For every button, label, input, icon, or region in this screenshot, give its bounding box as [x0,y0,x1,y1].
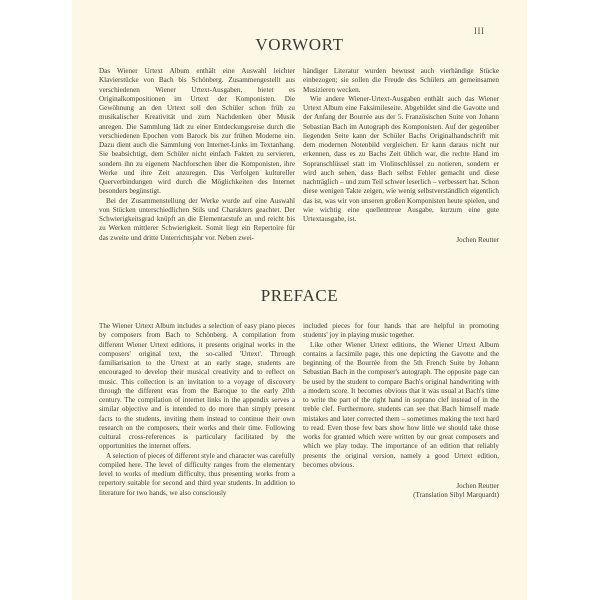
vorwort-paragraph: Bei der Zusammenstellung der Werke wurde auf eine Auswahl von Stücken unterschiedlichen Stils und Charakters geachtet. Der Schwierigkeitsgrad knüpft an die Elementarstufe an und reicht bis zu Werken mittlerer Schwierigkeit. Somit liegt ein Repertoire für das zweite und dritte Unterrichtsjahr vor. Neben zwei- [99,196,295,242]
vorwort-paragraph: Wie andere Wiener-Urtext-Ausgaben enthält auch das Wiener Urtext Album eine Faksimileseite. Abgebildet sind die Gavotte und der Anfang der Bourrée aus der 5. Französischen Suite von Johann Sebastian Bach im Autograph des Komponisten. Auf der gegenüber liegenden Seite kann der Schüler Bachs Originalhandschrift mit dem modernen Notenbild vergleichen. Er kann daraus nicht nur erkennen, dass es zu Bachs Zeit üblich war, die rechte Hand im Sopranschlüssel statt im Violinschlüssel zu notieren, sondern er wird auch sehen, dass Bach selbst Fehler gemacht und diese nachträglich – und zum Teil schwer leserlich – verbessert hat. Schon diese wenigen Takte zeigen, wie wenig selbstverständlich eigentlich das ist, was wir von unseren großen Komponisten heute spielen, und wie wichtig eine quellentreue Ausgabe, kurzum eine gute Urtextausgabe, ist. [303,94,499,223]
vorwort-column-left [99,67,295,243]
preface-signature-block [303,482,499,501]
vorwort-paragraph: händiger Literatur wurden bewusst auch vierhändige Stücke einbezogen; sie sollen die Freude des Schülers am gemeinsamen Musizieren wecken. [303,67,499,94]
preface-signature: Jochen Reutter [456,482,499,490]
preface-paragraph: The Wiener Urtext Album includes a selection of easy piano pieces by composers from Bach to Schönberg. A compilation from different Wiener Urtext editions, it presents original works in the composers' original text, the so-called 'Urtext'. Through familiarisation to the Urtext at an early stage, students are encouraged to develop their musical creativity and to reflect on music. This collection is an invitation to a voyage of discovery through the different eras from the Baroque to the early 20th century. The compilation of internet links in the appendix serves a similar objective and is intended to do more than simply present facts to the students, inviting them instead to continue their own research on the composers, their works and their time. Following cultural cross-references is particulary facilitated by the opportunities the internet offers. [99,322,295,451]
page-number: III [474,26,485,36]
preface-paragraph: included pieces for four hands that are helpful in promoting students' joy in playing music together. [303,322,499,340]
vorwort-heading: VORWORT [255,35,344,54]
vorwort-column-right [303,67,499,246]
preface-column-left [99,322,295,498]
preface-paragraph: A selection of pieces of different style and character was carefully compiled here. The level of difficulty ranges from the elementary level to works of medium difficulty, thus presenting works from a repertory suitable for second and third year students. In addition to literature for two hands, we also consciously [99,451,295,497]
preface-column-right [303,322,499,501]
preface-heading: PREFACE [260,286,339,305]
vorwort-signature: Jochen Reutter [456,236,499,245]
translation-credit: (Translation Sibyl Marquardt) [413,491,499,500]
preface-paragraph: Like other Wiener Urtext editions, the Wiener Urtext Album contains a facsimile page, this one depicting the Gavotte and the beginning of the Bourrée from the 5th French Suite by Johann Sebastian Bach in the composer's autograph. The opposite page can be used by the student to compare Bach's original handwriting with a modern score. It becomes obvious that it was usual at Bach's time to write the part of the right hand in soprano clef instead of in the treble clef. Furthermore, students can see that Bach himself made mistakes and later corrected them – sometimes making the text hard to read. Even those few bars show how little we should take those works for granted which were written by our great composers and which we play today. The importance of an edition that reliably presents the original version, namely a good Urtext edition, becomes obvious. [303,340,499,469]
vorwort-paragraph: Das Wiener Urtext Album enthält eine Auswahl leichter Klavierstücke von Bach bis Schönberg. Zusammengestellt aus verschiedenen Wiener Urtext-Ausgaben, bietet es Originalkompositionen im Urtext der Komponisten. Die Gewöhnung an den Urtext soll den Schüler schon früh zu musikalischer Kreativität und zum Nachdenken über Musik anregen. Die Sammlung lädt zu einer Entdeckungsreise durch die verschiedenen Epochen vom Barock bis zur frühen Moderne ein. Dazu dient auch die Sammlung von Internet-Links im Textanhang. Sie beabsichtigt, dem Schüler nicht einfach Fakten zu servieren, sondern ihn zu eigenem Nachforschen über die Komponisten, ihre Werke und ihre Zeit anzuregen. Das Verfolgen kultureller Querverbindungen wird durch die Möglichkeiten des Internet besonders begünstigt. [99,67,295,196]
document-page [72,0,527,600]
